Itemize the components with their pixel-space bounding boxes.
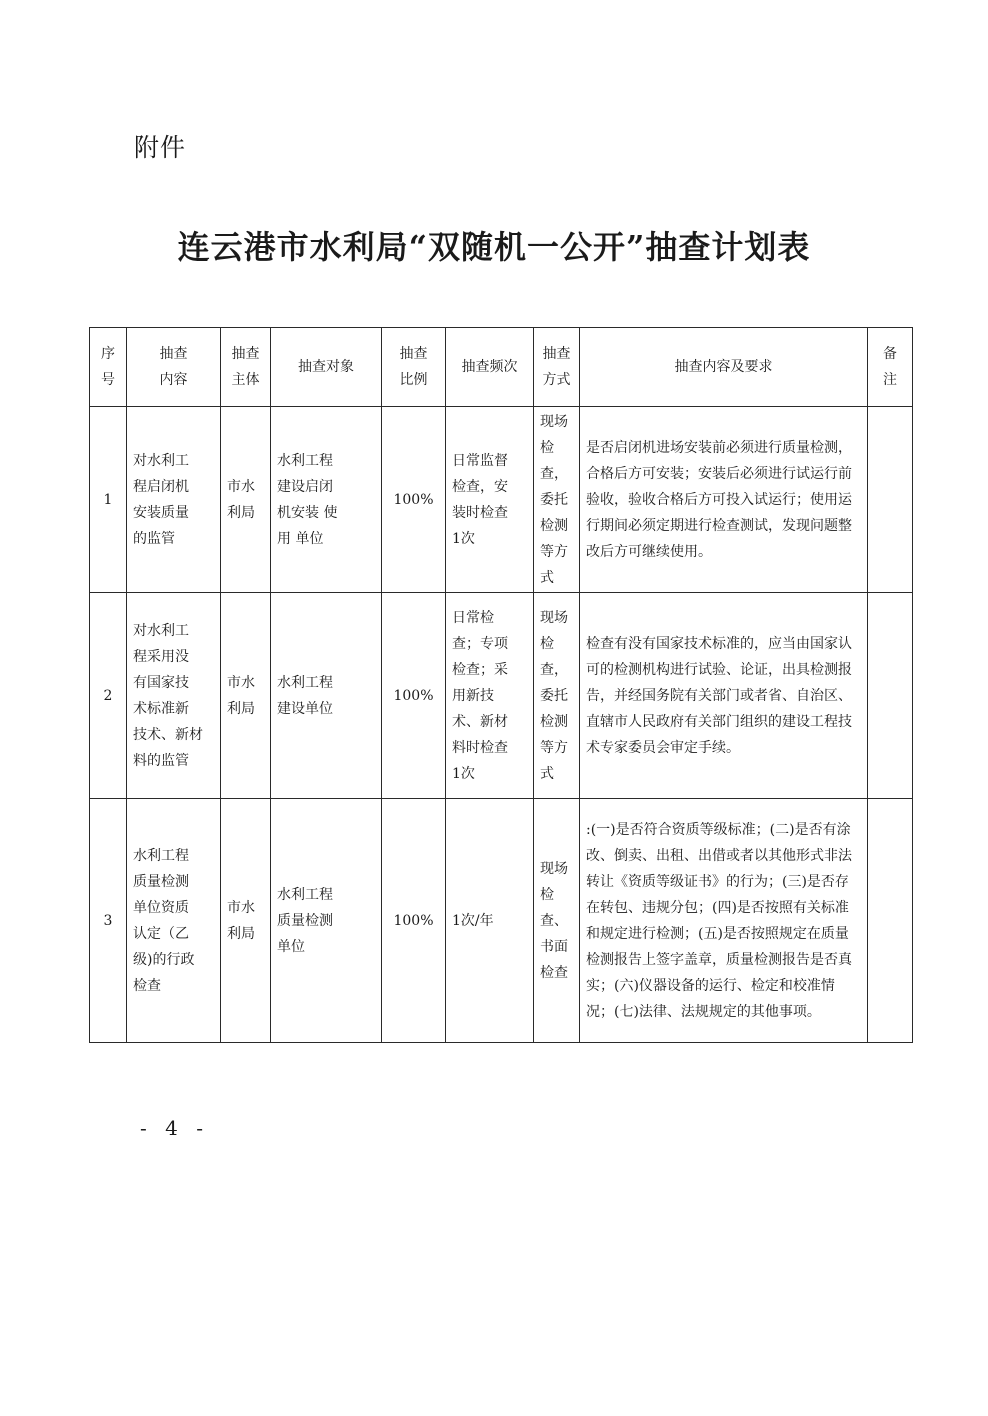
cell-content: 对水利工 程启闭机 安装质量 的监管 — [127, 407, 221, 593]
cell-method: 现场 检 查， 委托 检测 等方 式 — [534, 407, 580, 593]
header-subject: 抽查 主体 — [221, 328, 271, 407]
cell-no: 2 — [90, 593, 127, 799]
cell-remark — [868, 593, 913, 799]
cell-requirements: 是否启闭机进场安装前必须进行质量检测，合格后方可安装；安装后必须进行试运行前验收，验收合格后方可投入试运行；使用运行期间必须定期进行检查测试，发现问题整改后方可继续使用。 — [580, 407, 868, 593]
header-frequency: 抽查频次 — [446, 328, 534, 407]
attachment-label: 附件 — [134, 133, 187, 162]
cell-no: 1 — [90, 407, 127, 593]
cell-ratio: 100% — [382, 593, 446, 799]
cell-requirements: :(一)是否符合资质等级标准；(二)是否有涂改、倒卖、出租、出借或者以其他形式非法转让《资质等级证书》的行为；(三)是否存在转包、违规分包；(四)是否按照有关标准和规定进行检测；(五)是否按照规定在质量检测报告上签字盖章，质量检测报告是否真实；(六)仪器设备的运行、检定和校准情况；(七)法律、法规规定的其他事项。 — [580, 799, 868, 1043]
table-header-row — [90, 328, 913, 407]
cell-subject: 市水 利局 — [221, 799, 271, 1043]
inspection-plan-table — [89, 327, 913, 1043]
header-requirements: 抽查内容及要求 — [580, 328, 868, 407]
header-object: 抽查对象 — [271, 328, 382, 407]
cell-object: 水利工程 建设启闭 机安装 使 用 单位 — [271, 407, 382, 593]
header-remark: 备 注 — [868, 328, 913, 407]
cell-subject: 市水 利局 — [221, 407, 271, 593]
table-row — [90, 407, 913, 593]
cell-frequency: 日常监督 检查，安 装时检查 1次 — [446, 407, 534, 593]
document-title: 连云港市水利局“双随机一公开”抽查计划表 — [177, 228, 811, 266]
cell-method: 现场 检 查， 委托 检测 等方 式 — [534, 593, 580, 799]
cell-content: 水利工程 质量检测 单位资质 认定（乙 级)的行政 检查 — [127, 799, 221, 1043]
cell-ratio: 100% — [382, 799, 446, 1043]
table-row — [90, 593, 913, 799]
cell-object: 水利工程 质量检测 单位 — [271, 799, 382, 1043]
cell-method: 现场 检 查、 书面 检查 — [534, 799, 580, 1043]
cell-ratio: 100% — [382, 407, 446, 593]
header-method: 抽查 方式 — [534, 328, 580, 407]
header-ratio: 抽查 比例 — [382, 328, 446, 407]
cell-remark — [868, 799, 913, 1043]
header-content: 抽查 内容 — [127, 328, 221, 407]
cell-frequency: 1次/年 — [446, 799, 534, 1043]
cell-no: 3 — [90, 799, 127, 1043]
cell-object: 水利工程 建设单位 — [271, 593, 382, 799]
page-number: - 4 - — [140, 1116, 209, 1140]
cell-remark — [868, 407, 913, 593]
cell-content: 对水利工 程采用没 有国家技 术标准新 技术、新材 料的监管 — [127, 593, 221, 799]
cell-requirements: 检查有没有国家技术标准的，应当由国家认可的检测机构进行试验、论证，出具检测报告，并经国务院有关部门或者省、自治区、直辖市人民政府有关部门组织的建设工程技术专家委员会审定手续。 — [580, 593, 868, 799]
table-row — [90, 799, 913, 1043]
header-no: 序 号 — [90, 328, 127, 407]
cell-subject: 市水 利局 — [221, 593, 271, 799]
cell-frequency: 日常检 查；专项 检查；采 用新技 术、新材 料时检查 1次 — [446, 593, 534, 799]
